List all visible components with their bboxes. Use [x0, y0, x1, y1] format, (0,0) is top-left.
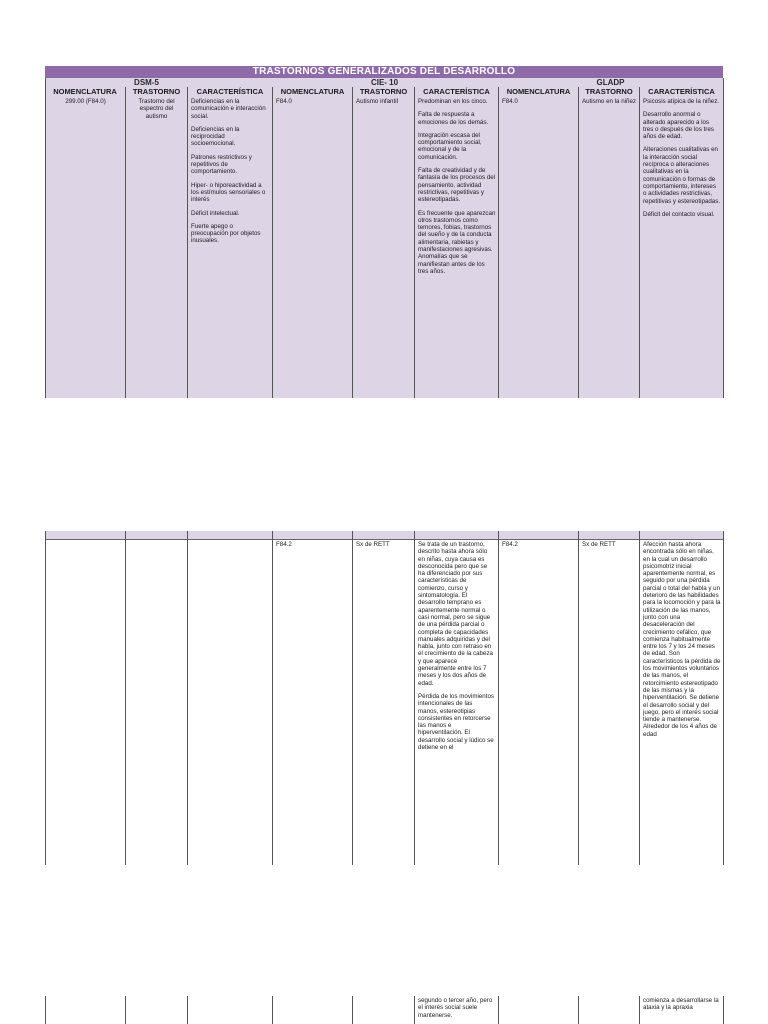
cie-caracteristica-cell: [418, 98, 496, 398]
cie-car-4: Falta de creatividad y de fantasía de los procesos del pensamiento. actividad restrictivas, repetitivas y estereotipadas.: [418, 167, 496, 204]
dsm-car-1: Deficiencias en la comunicación e interacción social.: [191, 98, 266, 120]
dsm-nomenclatura-cell: 299.00 (F84.0): [65, 98, 106, 105]
gla-car-4: Déficit del contacto visual.: [643, 210, 715, 218]
dsm-trastorno-cell: Trastorno del espectro del autismo: [138, 98, 175, 120]
header-dsm-caracteristica: CARACTERÍSTICA: [196, 87, 264, 96]
rett-cie-trastorno-cell: Sx de RETT: [356, 541, 390, 548]
table-continuation-header: [45, 531, 723, 539]
rett-gla-nomenclatura-cell: F84.2: [502, 541, 518, 548]
cont-gla-caracteristica-cell: comienza a desarrollarse la ataxia y la apraxia: [643, 997, 719, 1012]
header-gla-trastorno: TRASTORNO: [585, 87, 633, 96]
rett-gla-car-1: Afección hasta ahora encontrada sólo en niñas, en la cual un desarrollo psicomotriz inicial aparentemente normal, es seguido por una pérdida parcial o total del habla y un deterioro de las habilidades para la locomoción y para la utilización de las manos, junto con una desaceleración del crecimiento cefálico, que comienza habitualmente entre los 7 y los 24 meses de edad. Son característicos la pérdida de los movimientos voluntarios de las manos, el retorcimiento estereotipado de las mismas y la hiperventilación. Se detiene el desarrollo social y del juego, pero el interés social tiende a mantenerse. Alrededor de los 4 años de edad: [643, 541, 721, 738]
header-cie-caracteristica: CARACTERÍSTICA: [423, 87, 490, 96]
cie-car-5: Es frecuente que aparezcan otros trastornos como temores, fobias, trastornos del sueño y de la conducta alimentaria, rabietas y manifestaciones agresivas. Anomalías que se manifiestan antes de los tres años.: [418, 209, 496, 275]
gla-car-1: Psicosis atípica de la niñez.: [643, 98, 720, 105]
dsm-car-2: Deficiencias en la reciprocidad socioemocional.: [191, 125, 240, 148]
dsm-car-5: Déficit intelectual.: [191, 209, 240, 217]
header-gla-nomenclatura: NOMENCLATURA: [506, 87, 571, 96]
cie-nomenclatura-cell: F84.0: [276, 98, 292, 105]
header-gla-caracteristica: CARACTERÍSTICA: [648, 87, 715, 96]
dsm-caracteristica-cell: [191, 98, 269, 396]
rett-gla-trastorno-cell: Sx de RETT: [582, 541, 616, 548]
dsm-car-4: Hiper- o hiporeactividad a los estímulos sensoriales o interés: [191, 181, 266, 204]
cie-car-3: Integración escasa del comportamiento social, emocional y de la comunicación.: [418, 131, 482, 161]
gla-car-3: Alteraciones cualitativas en la interacción social recíproca o alteraciones cualitativas en la comunicación o formas de comportamiento, intereses o actividades restrictivas, repetitivas y estereotipadas.: [643, 146, 721, 205]
gla-caracteristica-cell: [643, 98, 721, 396]
header-dsm-trastorno: TRASTORNO: [132, 87, 181, 96]
group-dsm5: DSM-5: [134, 78, 159, 87]
group-cie10: CIE- 10: [370, 78, 399, 87]
table-title: TRASTORNOS GENERALIZADOS DEL DESARROLLO: [45, 66, 723, 78]
rett-cie-car-1: Se trata de un trastorno, descrito hasta ahora sólo en niñas, cuya causa es desconocida pero que se ha diferenciado por sus características de comienzo, curso y sintomatología. El desarrollo temprano es aparentemente normal o casi normal, pero se sigue de una pérdida parcial o completa de capacidades manuales adquiridas y del habla, junto con retraso en el crecimiento de la cabeza y que aparece generalmente entre los 7 meses y los dos años de edad.: [418, 541, 493, 687]
gla-nomenclatura-cell: F84.0: [502, 98, 518, 105]
dsm-car-6: Fuerte apego o preocupación por objetos inusuales.: [191, 222, 261, 245]
cie-trastorno-cell: Autismo infantil: [356, 98, 398, 105]
header-dsm-nomenclatura: NOMENCLATURA: [53, 87, 117, 96]
header-cie-nomenclatura: NOMENCLATURA: [280, 87, 345, 96]
rett-cie-caracteristica-cell: [418, 541, 494, 864]
cie-car-2: Falta de respuesta a emociones de los demás.: [418, 111, 489, 126]
rett-gla-caracteristica-cell: [643, 541, 721, 864]
rett-cie-nomenclatura-cell: F84.2: [276, 541, 292, 548]
dsm-car-3: Patrones restrictivos y repetitivos de comportamiento.: [191, 153, 252, 176]
group-gladp: GLADP: [596, 78, 625, 87]
cie-car-1: Predominan en los cinco.: [418, 98, 488, 105]
cont-cie-caracteristica-cell: segundo o tercer año, pero el interés social suele mantenerse.: [418, 997, 493, 1019]
gla-trastorno-cell: Autismo en la niñez: [582, 98, 636, 105]
gla-car-2: Desarrollo anormal o alterado aparecido a los tres o después de los tres años de edad.: [643, 111, 714, 141]
header-cie-trastorno: TRASTORNO: [359, 87, 408, 96]
rett-cie-car-2: Pérdida de los movimientos intencionales de las manos, estereotipias consistentes en retorcerse las manos e hiperventilación. El desarrollo social y lúdico se detiene en el: [418, 692, 494, 752]
table-body-section-1: [45, 96, 723, 398]
